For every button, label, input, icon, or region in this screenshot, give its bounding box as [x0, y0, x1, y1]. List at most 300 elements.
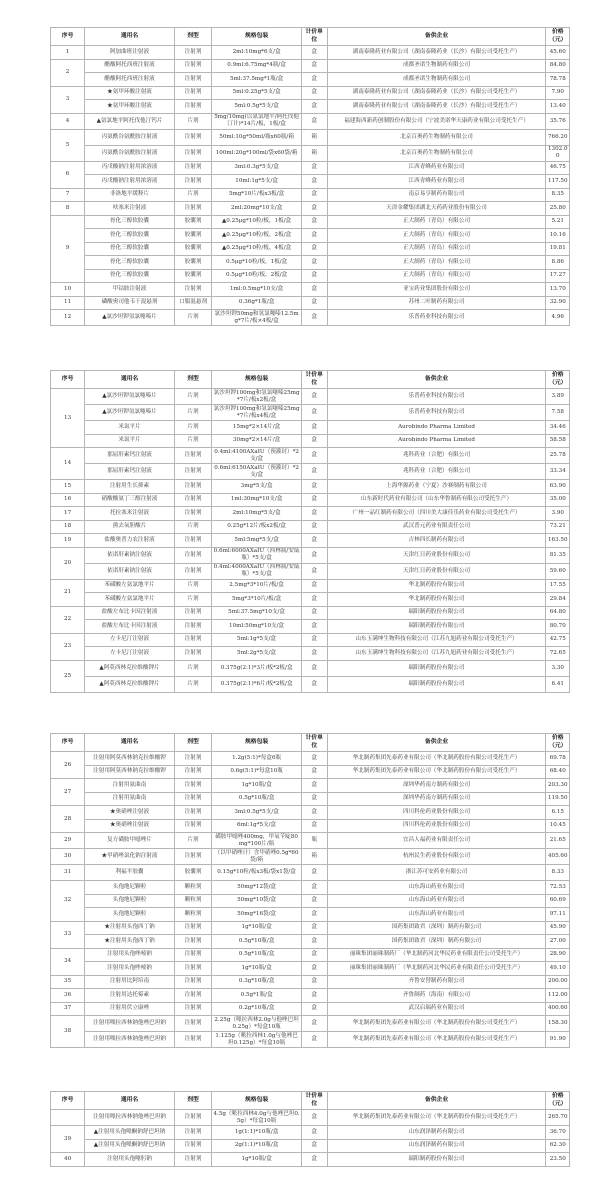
cell-form: 注射剂 [174, 849, 211, 865]
cell-serial-number: 21 [51, 579, 85, 606]
cell-price: 42.75 [546, 633, 570, 647]
cell-name: 硝酸酸氨丁三醇注射液 [85, 493, 175, 507]
cell-name: 注射用哌拉西林钠他唑巴坦钠 [85, 1016, 175, 1032]
table-row [51, 73, 570, 87]
cell-unit: 盒 [301, 894, 327, 908]
cell-unit: 盒 [301, 175, 327, 189]
table-row [51, 113, 570, 129]
cell-enterprise: 华北制药股份有限公司 [327, 579, 546, 593]
cell-price: 80.70 [546, 620, 570, 634]
cell-price: 32.90 [546, 296, 570, 310]
cell-name: ▲氯沙坦钾氢氯噻嗪片 [85, 405, 175, 421]
cell-spec: 50mg*12袋/盒 [212, 881, 302, 895]
cell-price: 119.50 [546, 792, 570, 806]
cell-name: 非洛地平缓释片 [85, 188, 175, 202]
cell-spec: 3ml:0.3g*5支/盒 [212, 161, 302, 175]
cell-form: 片剂 [174, 593, 211, 607]
table-row [51, 507, 570, 521]
cell-serial-number: 6 [51, 161, 85, 188]
cell-price: 13.70 [546, 283, 570, 297]
cell-enterprise: 国药集团致君（深圳）制药有限公司 [327, 921, 546, 935]
cell-unit: 箱 [301, 145, 327, 161]
cell-unit: 盒 [301, 620, 327, 634]
cell-enterprise: Aurobindo Pharma Limited [327, 421, 546, 435]
cell-unit: 盒 [301, 1016, 327, 1032]
column-header-name: 通用名 [85, 28, 175, 46]
cell-enterprise: 山东海山药业有限公司 [327, 881, 546, 895]
cell-name: 依诺肝素钠注射液 [85, 547, 175, 563]
cell-price: 97.11 [546, 908, 570, 922]
cell-serial-number: 4 [51, 113, 85, 129]
cell-serial-number: 13 [51, 389, 85, 448]
cell-enterprise: 杭州民生药业股份有限公司 [327, 849, 546, 865]
cell-price: 64.80 [546, 606, 570, 620]
table-row [51, 175, 570, 189]
cell-serial-number: 12 [51, 310, 85, 326]
cell-enterprise: 天津金耀集团湖北天药药业股份有限公司 [327, 202, 546, 216]
cell-price: 78.78 [546, 73, 570, 87]
cell-unit: 盒 [301, 1032, 327, 1048]
table-row [51, 493, 570, 507]
cell-serial-number: 35 [51, 975, 85, 989]
table-row [51, 520, 570, 534]
cell-enterprise: 华北制药集团先泰药业有限公司（华北制药股份有限公司受托生产） [327, 1032, 546, 1048]
cell-unit: 盒 [301, 989, 327, 1003]
cell-serial-number: 25 [51, 660, 85, 692]
cell-serial-number: 7 [51, 188, 85, 202]
cell-unit: 盒 [301, 113, 327, 129]
cell-form: 注射剂 [174, 86, 211, 100]
cell-price: 59.60 [546, 563, 570, 579]
cell-name: 注射用头孢唑嘧钠 [85, 948, 175, 962]
cell-serial-number: 30 [51, 849, 85, 865]
table-row [51, 975, 570, 989]
cell-name: 注射用头孢噻肟钠 [85, 1153, 175, 1167]
cell-unit: 盒 [301, 310, 327, 326]
cell-serial-number: 37 [51, 1002, 85, 1016]
cell-name: 甲钴胺注射液 [85, 283, 175, 297]
table-row [51, 1032, 570, 1048]
cell-form: 注射剂 [174, 493, 211, 507]
cell-spec: 30mg*2×14片/盒 [212, 434, 302, 448]
cell-spec: 2ml:20mg*10支/盒 [212, 202, 302, 216]
cell-price: 45.90 [546, 921, 570, 935]
cell-enterprise: 华北制药集团先泰药业有限公司（华北制药股份有限公司受托生产） [327, 1016, 546, 1032]
cell-price: 6.41 [546, 676, 570, 692]
cell-enterprise: 深圳华药南方制药有限公司 [327, 792, 546, 806]
cell-price: 73.21 [546, 520, 570, 534]
cell-spec: 1g(1:1)*10瓶/盒 [212, 1126, 302, 1140]
cell-form: 注射剂 [174, 975, 211, 989]
cell-serial-number: 16 [51, 493, 85, 507]
cell-name: 托拉塞米注射液 [85, 507, 175, 521]
cell-form: 注射剂 [174, 547, 211, 563]
column-header-form: 剂型 [174, 734, 211, 752]
cell-form: 颗粒剂 [174, 881, 211, 895]
cell-unit: 盒 [301, 881, 327, 895]
cell-spec: 1g*10瓶/盒 [212, 921, 302, 935]
table-row [51, 962, 570, 976]
cell-unit: 盒 [301, 507, 327, 521]
cell-form: 片剂 [174, 833, 211, 849]
column-header-price: 价格（元） [546, 1092, 570, 1110]
cell-name: ▲氯沙坦钾氢氯噻嗪片 [85, 310, 175, 326]
cell-spec: 0.2g*10瓶/盒 [212, 1002, 302, 1016]
cell-price: 23.50 [546, 1153, 570, 1167]
cell-price: 17.27 [546, 269, 570, 283]
table-row [51, 1110, 570, 1126]
cell-spec: 5ml:37.5mg*10支/盒 [212, 606, 302, 620]
cell-spec: 0.5g*10瓶/盒 [212, 935, 302, 949]
cell-enterprise: 丽珠集团丽珠制药厂（华北制药河北华民药业有限责任公司受托生产） [327, 962, 546, 976]
table-row [51, 242, 570, 256]
cell-form: 注射剂 [174, 46, 211, 60]
cell-spec: 5ml:37.5mg*1瓶/盒 [212, 73, 302, 87]
cell-form: 片剂 [174, 660, 211, 676]
table-row [51, 161, 570, 175]
cell-enterprise: 武汉普元药业有限责任公司 [327, 520, 546, 534]
cell-name: 盐酸左布比卡因注射液 [85, 620, 175, 634]
cell-serial-number: 8 [51, 202, 85, 216]
cell-price: 17.55 [546, 579, 570, 593]
cell-serial-number: 34 [51, 948, 85, 975]
cell-form: 注射剂 [174, 448, 211, 464]
cell-price: 405.60 [546, 849, 570, 865]
cell-enterprise: 山东润泽制药有限公司 [327, 1126, 546, 1140]
cell-enterprise: 宜昌人福药业有限责任公司 [327, 833, 546, 849]
cell-spec: 10ml:1g*5支/盒 [212, 175, 302, 189]
cell-enterprise: 瑞阳制药股份有限公司 [327, 660, 546, 676]
table-row [51, 1016, 570, 1032]
cell-name: 注射用哌拉西林钠他唑巴坦钠 [85, 1110, 175, 1126]
cell-unit: 盒 [301, 563, 327, 579]
cell-spec: 0.5g*10瓶/盒 [212, 792, 302, 806]
cell-serial-number: 38 [51, 1016, 85, 1048]
cell-form: 片剂 [174, 520, 211, 534]
cell-unit: 盒 [301, 765, 327, 779]
cell-unit: 盒 [301, 819, 327, 833]
cell-enterprise: 吉林四长制药有限公司 [327, 534, 546, 548]
table-row [51, 256, 570, 270]
cell-price: 400.60 [546, 1002, 570, 1016]
cell-name: ★奥硝唑注射液 [85, 806, 175, 820]
cell-form: 片剂 [174, 188, 211, 202]
cell-unit: 盒 [301, 480, 327, 494]
cell-spec: 5ml:5mg*5支/盒 [212, 534, 302, 548]
cell-unit: 盒 [301, 593, 327, 607]
cell-form: 注射剂 [174, 647, 211, 661]
cell-form: 注射剂 [174, 989, 211, 1003]
cell-name: 那屈肝素钙注射液 [85, 448, 175, 464]
cell-serial-number: 2 [51, 59, 85, 86]
cell-enterprise: 瑞阳制药股份有限公司 [327, 620, 546, 634]
column-header-form: 剂型 [174, 28, 211, 46]
cell-spec: 1g*10瓶/盒 [212, 1153, 302, 1167]
cell-name: 骨化三醇软胶囊 [85, 242, 175, 256]
cell-price: 25.78 [546, 448, 570, 464]
cell-spec: 6ml:1g*5支/盒 [212, 819, 302, 833]
cell-unit: 盒 [301, 579, 327, 593]
cell-enterprise: 华北制药集团先泰药业有限公司（华北制药股份有限公司受托生产） [327, 765, 546, 779]
cell-price: 33.34 [546, 464, 570, 480]
cell-spec: 5ml:2g*5支/盒 [212, 647, 302, 661]
cell-spec: 0.5μg*10粒/板，2板/盒 [212, 269, 302, 283]
table-row [51, 752, 570, 766]
cell-spec: 50ml:10g*50ml/瓶x60瓶/箱 [212, 129, 302, 145]
cell-form: 注射剂 [174, 100, 211, 114]
cell-enterprise: 成都圣诺生物制药有限公司 [327, 73, 546, 87]
cell-price: 766.20 [546, 129, 570, 145]
table-row [51, 310, 570, 326]
cell-name: 左卡尼汀注射液 [85, 633, 175, 647]
cell-spec: 1.125g（哌拉西林1.0g与他唑巴坦0.125g）*每盒10瓶 [212, 1032, 302, 1048]
cell-form: 胶囊剂 [174, 865, 211, 881]
table-row [51, 1139, 570, 1153]
header-row [51, 28, 570, 46]
cell-name: 呋塞米注射液 [85, 202, 175, 216]
cell-name: ★注射用头孢西丁钠 [85, 921, 175, 935]
cell-enterprise: 福建海西新药创制股份有限公司（宁波美诺华天康药业有限公司受托生产） [327, 113, 546, 129]
cell-spec: 0.3g*10瓶/盒 [212, 975, 302, 989]
cell-price: 10.16 [546, 229, 570, 243]
cell-price: 60.69 [546, 894, 570, 908]
cell-form: 片剂 [174, 310, 211, 326]
table-row [51, 792, 570, 806]
cell-serial-number: 5 [51, 129, 85, 161]
column-header-price: 价格（元） [546, 371, 570, 389]
cell-form: 胶囊剂 [174, 229, 211, 243]
cell-unit: 盒 [301, 215, 327, 229]
cell-form: 颗粒剂 [174, 908, 211, 922]
cell-enterprise: 亚宝药业集团股份有限公司 [327, 283, 546, 297]
cell-unit: 盒 [301, 434, 327, 448]
cell-spec: 5mg*10片/板x3板/盒 [212, 188, 302, 202]
column-header-form: 剂型 [174, 371, 211, 389]
cell-unit: 盒 [301, 448, 327, 464]
cell-enterprise: Aurobindo Pharma Limited [327, 434, 546, 448]
cell-form: 注射剂 [174, 620, 211, 634]
cell-form: 注射剂 [174, 1153, 211, 1167]
cell-spec: 50mg*16袋/盒 [212, 908, 302, 922]
column-header-enterprise: 备供企业 [327, 1092, 546, 1110]
cell-unit: 瓶 [301, 833, 327, 849]
table-row [51, 921, 570, 935]
cell-enterprise: 瑞阳制药股份有限公司 [327, 1153, 546, 1167]
cell-enterprise: 苏州二叶制药有限公司 [327, 296, 546, 310]
cell-unit: 盒 [301, 1110, 327, 1126]
cell-enterprise: 上海华源药业（宁夏）沙赛制药有限公司 [327, 480, 546, 494]
cell-unit: 盒 [301, 752, 327, 766]
cell-name: 丙戊酸钠注射用浓溶液 [85, 175, 175, 189]
column-header-no: 序号 [51, 1092, 85, 1110]
cell-spec: 5ml:0.25g*5支/盒 [212, 86, 302, 100]
cell-enterprise: 成都圣诺生物制药有限公司 [327, 59, 546, 73]
cell-price: 45.60 [546, 46, 570, 60]
cell-spec: 3mg*5支/盒 [212, 480, 302, 494]
cell-price: 81.35 [546, 547, 570, 563]
cell-price: 3.30 [546, 660, 570, 676]
cell-name: 丙氨酰谷氨酰胺注射液 [85, 145, 175, 161]
cell-enterprise: 山东玉满坤生物科技有限公司（江苏九旭药业有限公司受托生产） [327, 647, 546, 661]
cell-form: 胶囊剂 [174, 242, 211, 256]
cell-form: 注射剂 [174, 779, 211, 793]
cell-enterprise: 浙江苏可安药业有限公司 [327, 865, 546, 881]
cell-unit: 盒 [301, 1139, 327, 1153]
column-header-name: 通用名 [85, 1092, 175, 1110]
cell-price: 8.86 [546, 256, 570, 270]
cell-unit: 盒 [301, 606, 327, 620]
column-header-spec: 规格包装 [212, 734, 302, 752]
cell-form: 注射剂 [174, 129, 211, 145]
cell-form: 注射剂 [174, 752, 211, 766]
cell-name: ★氨甲环酸注射液 [85, 100, 175, 114]
table-row [51, 563, 570, 579]
cell-name: 注射用阿莫西林钠克拉维酸钾 [85, 752, 175, 766]
cell-form: 注射剂 [174, 765, 211, 779]
table-row [51, 881, 570, 895]
cell-form: 注射剂 [174, 806, 211, 820]
cell-form: 注射剂 [174, 283, 211, 297]
cell-serial-number: 23 [51, 633, 85, 660]
cell-serial-number: 15 [51, 480, 85, 494]
cell-spec: 2.25g（哌拉西林2.0g与他唑巴坦0.25g）*每盒10瓶 [212, 1016, 302, 1032]
cell-unit: 盒 [301, 647, 327, 661]
cell-spec: 1ml:30mg*10支/盒 [212, 493, 302, 507]
cell-price: 25.80 [546, 202, 570, 216]
table-row [51, 215, 570, 229]
cell-form: 片剂 [174, 421, 211, 435]
cell-form: 注射剂 [174, 145, 211, 161]
cell-serial-number: 40 [51, 1153, 85, 1167]
cell-unit: 箱 [301, 129, 327, 145]
column-header-no: 序号 [51, 28, 85, 46]
cell-unit: 盒 [301, 633, 327, 647]
cell-name: 注射用伏立康唑 [85, 1002, 175, 1016]
cell-name: 磷酸奥司他韦干混悬剂 [85, 296, 175, 310]
cell-enterprise: 正大制药（青岛）有限公司 [327, 256, 546, 270]
cell-serial-number: 26 [51, 752, 85, 779]
table-row [51, 547, 570, 563]
cell-spec: 1g*10瓶/盒 [212, 962, 302, 976]
table-row [51, 849, 570, 865]
cell-spec: 50mg*10袋/盒 [212, 894, 302, 908]
table-row [51, 676, 570, 692]
column-header-no: 序号 [51, 734, 85, 752]
cell-price: 4.96 [546, 310, 570, 326]
cell-serial-number: 10 [51, 283, 85, 297]
cell-unit: 盒 [301, 660, 327, 676]
cell-unit: 盒 [301, 493, 327, 507]
cell-price: 19.81 [546, 242, 570, 256]
cell-unit: 盒 [301, 534, 327, 548]
cell-price: 35.76 [546, 113, 570, 129]
table-row [51, 145, 570, 161]
cell-enterprise: 湖南泰隆药业有限公司（湖南泰隆药业（长沙）有限公司受托生产） [327, 46, 546, 60]
cell-form: 片剂 [174, 405, 211, 421]
table-row [51, 296, 570, 310]
cell-unit: 盒 [301, 948, 327, 962]
cell-name: 头孢地尼颗粒 [85, 894, 175, 908]
cell-name: ▲阿莫西林克拉维酸钾片 [85, 660, 175, 676]
cell-enterprise: 瑞阳制药股份有限公司 [327, 606, 546, 620]
cell-enterprise: 深圳华药南方制药有限公司 [327, 779, 546, 793]
cell-unit: 盒 [301, 792, 327, 806]
column-header-spec: 规格包装 [212, 1092, 302, 1110]
cell-spec: 氯沙坦钾50mg和氢氯噻嗪12.5mg*7片/板×4板/盒 [212, 310, 302, 326]
cell-spec: 15mg*2×14片/盒 [212, 421, 302, 435]
cell-price: 7.90 [546, 86, 570, 100]
cell-price: 203.30 [546, 779, 570, 793]
cell-name: ▲阿莫西林克拉维酸钾片 [85, 676, 175, 692]
cell-price: 34.46 [546, 421, 570, 435]
table-row [51, 405, 570, 421]
cell-name: 米氮平片 [85, 421, 175, 435]
cell-form: 注射剂 [174, 819, 211, 833]
price-table-page-2 [50, 370, 570, 693]
cell-price: 58.58 [546, 434, 570, 448]
cell-name: 米氮平片 [85, 434, 175, 448]
cell-unit: 盒 [301, 229, 327, 243]
cell-form: 颗粒剂 [174, 894, 211, 908]
cell-price: 46.75 [546, 161, 570, 175]
cell-form: 注射剂 [174, 480, 211, 494]
cell-form: 胶囊剂 [174, 256, 211, 270]
cell-serial-number: 20 [51, 547, 85, 579]
cell-unit: 箱 [301, 849, 327, 865]
cell-unit: 盒 [301, 161, 327, 175]
cell-spec: 0.9ml:6.75mg*4瓶/盒 [212, 59, 302, 73]
cell-form: 片剂 [174, 113, 211, 129]
cell-name: 注射用比阿培南 [85, 975, 175, 989]
header-row [51, 1092, 570, 1110]
column-header-unit: 计价单位 [301, 371, 327, 389]
table-row [51, 660, 570, 676]
cell-enterprise: 丽珠集团丽珠制药厂（华北制药河北华民药业有限责任公司受托生产） [327, 948, 546, 962]
table-row [51, 620, 570, 634]
cell-enterprise: 华北制药集团先泰药业有限公司（华北制药股份有限公司受托生产） [327, 1110, 546, 1126]
cell-unit: 盒 [301, 242, 327, 256]
table-row [51, 534, 570, 548]
table-row [51, 989, 570, 1003]
cell-unit: 盒 [301, 73, 327, 87]
column-header-name: 通用名 [85, 734, 175, 752]
cell-name: 头孢地尼颗粒 [85, 881, 175, 895]
column-header-form: 剂型 [174, 1092, 211, 1110]
cell-enterprise: 瑞阳制药股份有限公司 [327, 676, 546, 692]
table-row [51, 464, 570, 480]
cell-price: 3.90 [546, 507, 570, 521]
cell-form: 注射剂 [174, 1016, 211, 1032]
cell-price: 265.70 [546, 1110, 570, 1126]
cell-form: 胶囊剂 [174, 215, 211, 229]
cell-spec: 2g(1:1)*10瓶/盒 [212, 1139, 302, 1153]
cell-form: 注射剂 [174, 633, 211, 647]
cell-unit: 盒 [301, 676, 327, 692]
cell-serial-number: 27 [51, 779, 85, 806]
table-row [51, 935, 570, 949]
cell-spec: 3ml:0.5g*5支/盒 [212, 806, 302, 820]
table-row [51, 647, 570, 661]
cell-spec: 0.6g(5:1)*每盒10瓶 [212, 765, 302, 779]
cell-spec: 2ml:10mg*5支/盒 [212, 507, 302, 521]
table-row [51, 434, 570, 448]
cell-name: 头孢地尼颗粒 [85, 908, 175, 922]
cell-form: 注射剂 [174, 935, 211, 949]
cell-unit: 盒 [301, 46, 327, 60]
cell-name: 注射用阿莫西林钠克拉维酸钾 [85, 765, 175, 779]
cell-spec: 5ml:0.5g*5支/盒 [212, 100, 302, 114]
cell-form: 注射剂 [174, 1126, 211, 1140]
